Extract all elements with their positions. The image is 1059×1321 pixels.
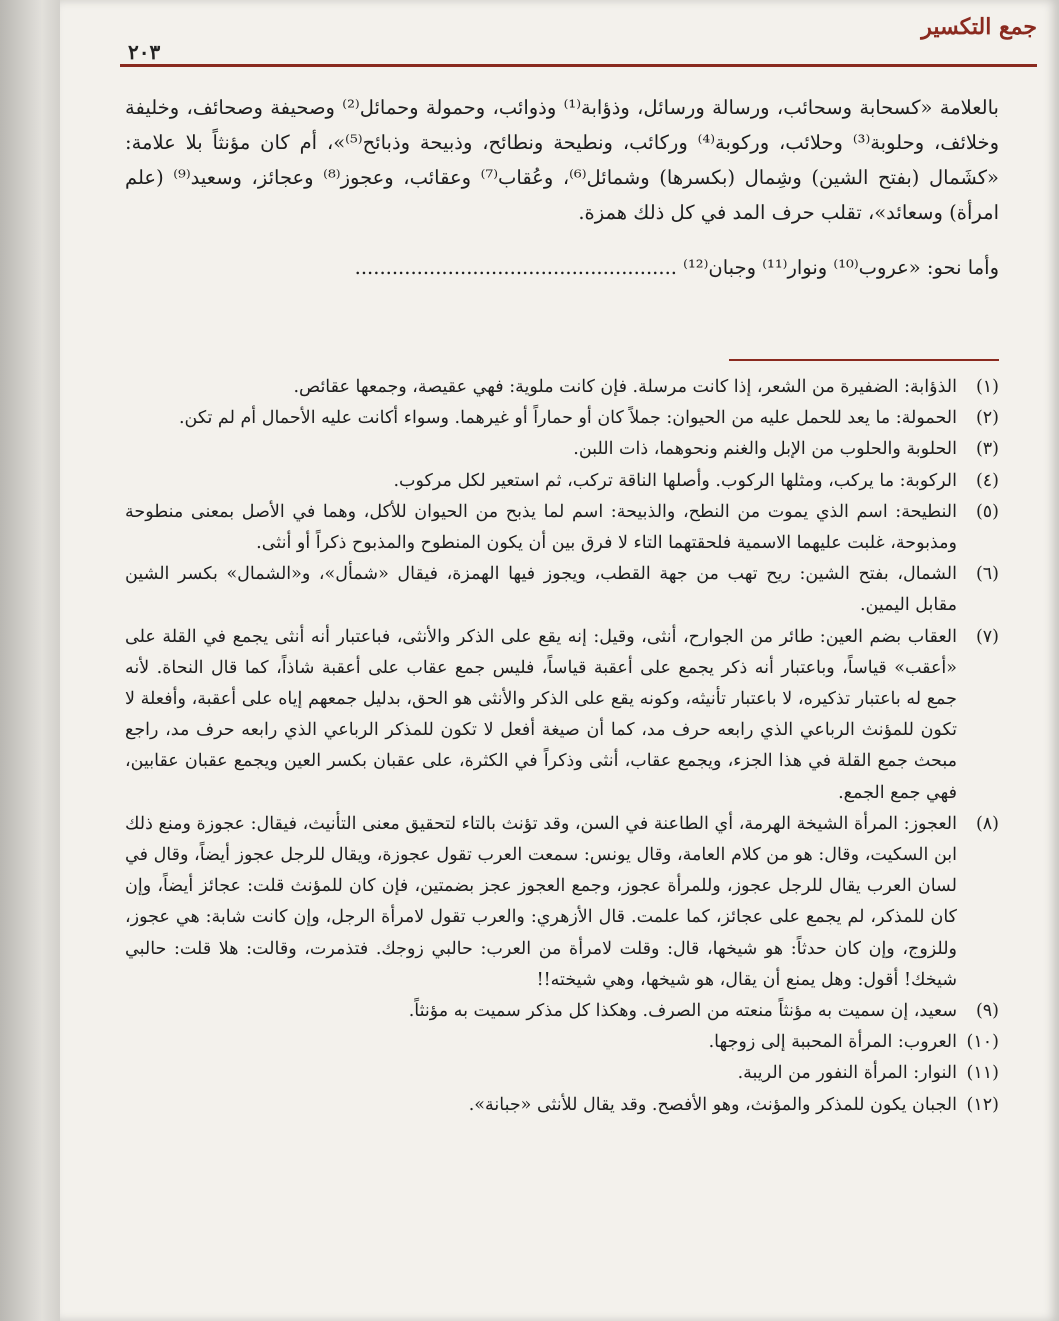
footnote-number: (٦) bbox=[975, 564, 999, 585]
footnote-number: (٨) bbox=[975, 813, 999, 834]
footnote-number: (٤) bbox=[975, 470, 999, 491]
footnote-number: (٢) bbox=[975, 408, 999, 429]
footnote-item bbox=[125, 809, 999, 996]
footnote-item bbox=[125, 497, 999, 559]
footnote-item bbox=[125, 372, 999, 403]
footnote-text: الشمال، بفتح الشين: ريح تهب من جهة القطب، ويجوز فيها الهمزة، فيقال «شمأل»، و«الشمال» بكسر الشين مقابل اليمين. bbox=[125, 564, 957, 616]
footnote-item bbox=[125, 1027, 999, 1058]
page-edge bbox=[0, 0, 60, 1321]
chapter-title: جمع التكسير bbox=[921, 14, 1037, 40]
footnote-text: سعيد، إن سميت به مؤنثاً منعته من الصرف. وهكذا كل مذكر سميت به مؤنثاً. bbox=[408, 1001, 957, 1022]
footnote-text: الجبان يكون للمذكر والمؤنث، وهو الأفصح. وقد يقال للأنثى «جبانة». bbox=[468, 1094, 957, 1115]
header-rule bbox=[120, 64, 1037, 67]
footnote-item bbox=[125, 1090, 999, 1121]
page-number: ٢٠٣ bbox=[128, 40, 161, 64]
footnote-number: (١١) bbox=[966, 1063, 999, 1084]
footnote-item bbox=[125, 403, 999, 434]
footnotes bbox=[125, 372, 999, 1121]
footnote-number: (٧) bbox=[975, 626, 999, 647]
main-text bbox=[125, 90, 999, 285]
footnote-item bbox=[125, 622, 999, 809]
footnote-text: الذؤابة: الضفيرة من الشعر، إذا كانت مرسلة. فإن كانت ملوية: فهي عقيصة، وجمعها عقائص. bbox=[293, 377, 957, 397]
footnote-text: العقاب بضم العين: طائر من الجوارح، أنثى، وقيل: إنه يقع على الذكر والأنثى، فباعتبار أنه أنثى يجمع في القلة على «أعقب» قياساً، وباعتبار أنه ذكر يجمع على أعقبة قياساً، فليس جمع عقاب على أعقبة شاذاً، كما قال النحاة. لأنه جمع له باعتبار تذكيره، لا باعتبار تأنيثه، وكونه يقع على الذكر والأنثى هو الحق، بدليل جمعهم إياه على أعقبة، وأفعلة لا تكون للمؤنث الرباعي الذي رابعه حرف مد، كما أن صيغة أفعل لا تكون للمذكر الرباعي الذي رابعه حرف مد، راجع مبحث جمع القلة في هذا الجزء، ويجمع عقاب، أنثى وذكراً في الكثرة، على عقبان بكسر العين ويجمع عقبان عقابين، فهي جمع الجمع. bbox=[125, 626, 957, 803]
footnote-number: (١٢) bbox=[966, 1094, 999, 1115]
footnote-number: (١) bbox=[975, 377, 999, 397]
footnote-text: الحمولة: ما يعد للحمل عليه من الحيوان: جملاً كان أو حماراً أو غيرهما. وسواء أكانت عليه الأحمال أم لم تكن. bbox=[178, 408, 957, 429]
footnote-item bbox=[125, 466, 999, 497]
footnote-text: الحلوبة والحلوب من الإبل والغنم ونحوهما، ذات اللبن. bbox=[573, 439, 957, 460]
footnote-item bbox=[125, 1058, 999, 1089]
footnote-rule bbox=[729, 359, 999, 361]
footnote-text: العجوز: المرأة الشيخة الهرمة، أي الطاعنة في السن، وقد تؤنث بالتاء لتحقيق معنى التأنيث، فيقال: عجوزة ومنع ذلك ابن السكيت، وقال: هو من كلام العامة، وقال يونس: سمعت العرب تقول عجوزة، ويقال للرجل عجوز أيضاً، وقال في لسان العرب يقال للرجل عجوز، وللمرأة عجوز، وجمع العجوز عجز بضمتين، فإن كان للمؤنث قلت: عجائز أيضاً، وإن كان للمذكر، لم يجمع على عجائز، كما علمت. قال الأزهري: والعرب تقول لامرأة الرجل، وإن كانت شابة: هي عجوز، وللزوج، وإن كان حدثاً: هو شيخها، قال: وقلت لامرأة من العرب: حالبي زوجك. فتذمرت، وقالت: هلا قلت: حالبي شيخك! أقول: وهل يمنع أن يقال، هو شيخها، وهي شيخته!! bbox=[125, 813, 957, 990]
footnote-text: النوار: المرأة النفور من الريبة. bbox=[737, 1063, 957, 1084]
footnote-number: (٥) bbox=[975, 501, 999, 522]
paragraph: بالعلامة «كسحابة وسحائب، ورسالة ورسائل، وذؤابة⁽¹⁾ وذوائب، وحمولة وحمائل⁽²⁾ وصحيفة وصحائف، وخليفة وخلائف، وحلوبة⁽³⁾ وحلائب، وركوبة⁽⁴⁾ وركائب، ونطيحة ونطائح، وذبيحة وذبائح⁽⁵⁾»، أم كان مؤنثاً بلا علامة: «كشَمال (بفتح الشين) وشِمال (بكسرها) وشمائل⁽⁶⁾، وعُقاب⁽⁷⁾ وعقائب، وعجوز⁽⁸⁾ وعجائز، وسعيد⁽⁹⁾ (علم امرأة) وسعائد»، تقلب حرف المد في كل ذلك همزة. bbox=[125, 96, 999, 224]
footnote-text: الركوبة: ما يركب، ومثلها الركوب. وأصلها الناقة تركب، ثم استعير لكل مركوب. bbox=[393, 470, 957, 491]
footnote-number: (٣) bbox=[975, 439, 999, 460]
footnote-item bbox=[125, 996, 999, 1027]
footnote-text: العروب: المرأة المحببة إلى زوجها. bbox=[708, 1032, 957, 1053]
paragraph: وأما نحو: «عروب⁽¹⁰⁾ ونوار⁽¹¹⁾ وجبان⁽¹²⁾ .................................................... bbox=[354, 256, 999, 279]
footnote-item bbox=[125, 434, 999, 465]
footnote-number: (١٠) bbox=[966, 1032, 999, 1053]
footnote-item bbox=[125, 559, 999, 621]
footnote-text: النطيحة: اسم الذي يموت من النطح، والذبيحة: اسم لما يذبح من الحيوان للأكل، وهما في الأصل بمعنى منطوحة ومذبوحة، غلبت عليهما الاسمية فلحقتهما التاء لا فرق بين أن يكون المنطوح والمذبوح ذكراً أو أنثى. bbox=[125, 501, 957, 554]
footnote-number: (٩) bbox=[975, 1001, 999, 1022]
